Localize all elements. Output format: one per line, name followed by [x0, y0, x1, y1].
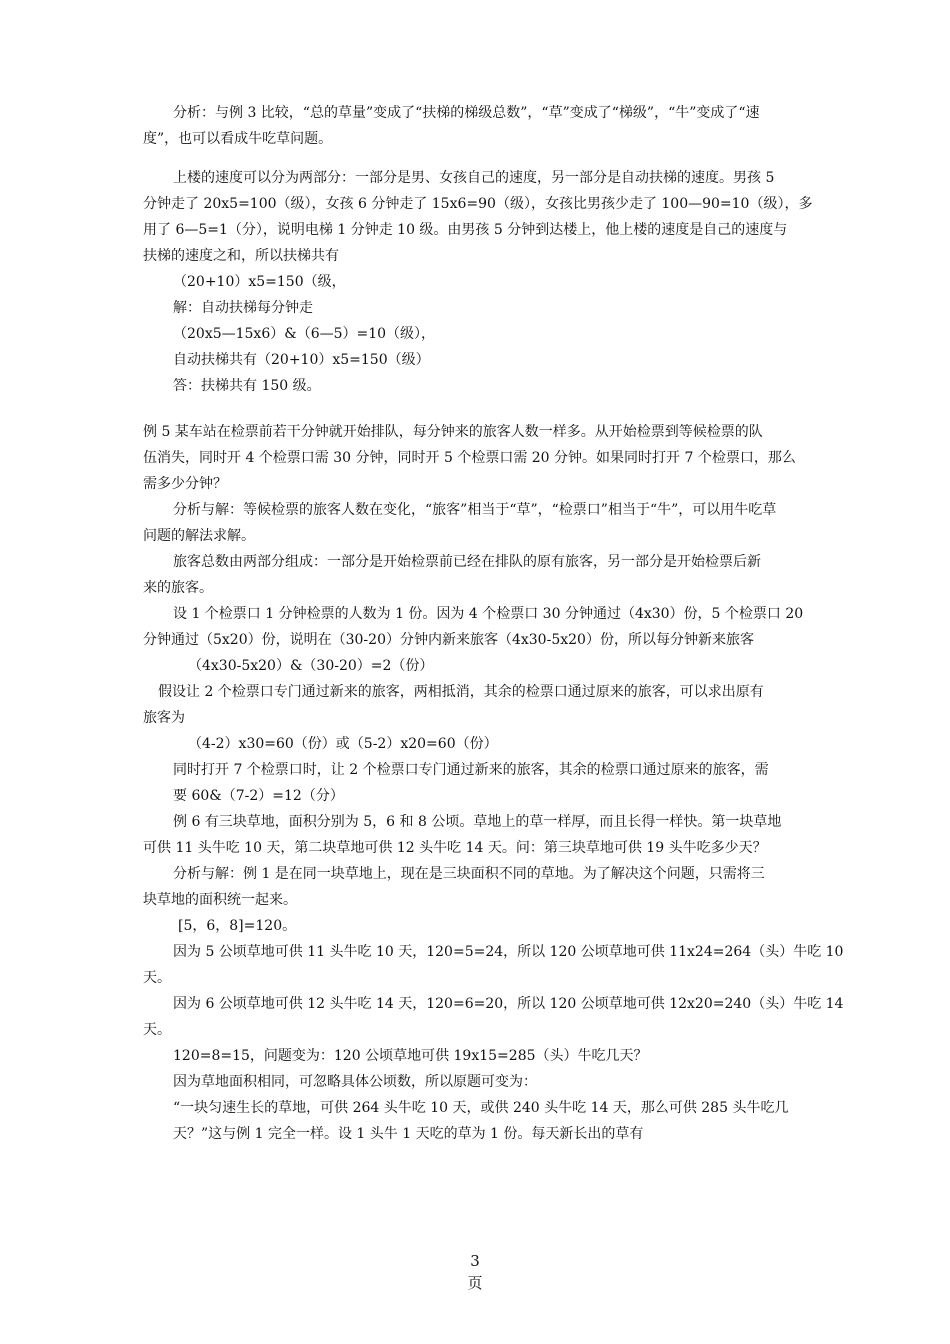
text-line: 用了 6—5=1（分），说明电梯 1 分钟走 10 级。由男孩 5 分钟到达楼上，他上楼的速度是自己的速度与	[143, 222, 788, 238]
text-line: 问题的解法求解。	[143, 528, 255, 544]
text-line: 因为 5 公顷草地可供 11 头牛吃 10 天，120=5=24，所以 120 公顷草地可供 11x24=264（头）牛吃 10	[173, 944, 844, 960]
text-line: 旅客总数由两部分组成：一部分是开始检票前已经在排队的原有旅客，另一部分是开始检票后新	[173, 554, 761, 570]
text-line: （4x30-5x20）&（30-20）=2（份）	[188, 658, 434, 674]
text-line: 要 60&（7-2）=12（分）	[173, 788, 344, 804]
text-line: 因为草地面积相同，可忽略具体公顷数，所以原题可变为：	[173, 1074, 537, 1090]
text-line: 分钟走了 20x5=100（级），女孩 6 分钟走了 15x6=90（级），女孩比男孩少走了 100—90=10（级），多	[143, 196, 813, 212]
text-line: 分析：与例 3 比较，“总的草量”变成了“扶梯的梯级总数”，“草”变成了“梯级”，“牛”变成了“速	[173, 105, 760, 121]
text-line: 天。	[143, 1022, 171, 1038]
text-line: 假设让 2 个检票口专门通过新来的旅客，两相抵消，其余的检票口通过原来的旅客，可以求出原有	[158, 684, 764, 700]
text-line: 天？”这与例 1 完全一样。设 1 头牛 1 天吃的草为 1 份。每天新长出的草有	[173, 1126, 644, 1142]
text-line: 例 6 有三块草地，面积分别为 5，6 和 8 公顷。草地上的草一样厚，而且长得一样快。第一块草地	[173, 814, 782, 830]
text-line: （20x5—15x6）&（6—5）=10（级），	[173, 326, 436, 342]
text-line: 需多少分钟？	[143, 476, 227, 492]
text-line: 解：自动扶梯每分钟走	[173, 300, 313, 316]
page-label: 页	[467, 1274, 483, 1292]
text-line: 旅客为	[143, 710, 185, 726]
text-line: （4-2）x30=60（份）或（5-2）x20=60（份）	[188, 736, 498, 752]
text-line: 分析与解：等候检票的旅客人数在变化，“旅客”相当于“草”，“检票口”相当于“牛”，可以用牛吃草	[173, 502, 777, 518]
text-line: 块草地的面积统一起来。	[143, 892, 297, 908]
text-line: （20+10）x5=150（级，	[173, 274, 346, 290]
text-line: 自动扶梯共有（20+10）x5=150（级）	[173, 352, 430, 368]
text-line: 可供 11 头牛吃 10 天，第二块草地可供 12 头牛吃 14 天。问：第三块草地可供 19 头牛吃多少天？	[143, 840, 767, 856]
text-line: [5，6，8]=120。	[178, 918, 297, 934]
text-line: 来的旅客。	[143, 580, 213, 596]
text-line: 分析与解：例 1 是在同一块草地上，现在是三块面积不同的草地。为了解决这个问题，只需将三	[173, 866, 765, 882]
text-line: 因为 6 公顷草地可供 12 头牛吃 14 天，120=6=20，所以 120 公顷草地可供 12x20=240（头）牛吃 14	[173, 996, 844, 1012]
text-line: 例 5 某车站在检票前若干分钟就开始排队，每分钟来的旅客人数一样多。从开始检票到等候检票的队	[143, 424, 763, 440]
text-line: “一块匀速生长的草地，可供 264 头牛吃 10 天，或供 240 头牛吃 14 天，那么可供 285 头牛吃几	[173, 1100, 789, 1116]
text-line: 上楼的速度可以分为两部分：一部分是男、女孩自己的速度，另一部分是自动扶梯的速度。男孩 5	[173, 170, 775, 186]
page-number: 3	[470, 1252, 480, 1270]
text-line: 设 1 个检票口 1 分钟检票的人数为 1 份。因为 4 个检票口 30 分钟通过（4x30）份，5 个检票口 20	[173, 606, 804, 622]
text-line: 扶梯的速度之和，所以扶梯共有	[143, 248, 339, 264]
text-line: 天。	[143, 970, 171, 986]
text-line: 伍消失，同时开 4 个检票口需 30 分钟，同时开 5 个检票口需 20 分钟。如果同时打开 7 个检票口，那么	[143, 450, 796, 466]
text-line: 同时打开 7 个检票口时，让 2 个检票口专门通过新来的旅客，其余的检票口通过原来的旅客，需	[173, 762, 769, 778]
text-line: 答：扶梯共有 150 级。	[173, 378, 321, 394]
text-line: 分钟通过（5x20）份，说明在（30-20）分钟内新来旅客（4x30-5x20）份，所以每分钟新来旅客	[143, 632, 754, 648]
text-line: 120=8=15，问题变为：120 公顷草地可供 19x15=285（头）牛吃几天？	[173, 1048, 648, 1064]
text-line: 度”，也可以看成牛吃草问题。	[143, 131, 333, 147]
